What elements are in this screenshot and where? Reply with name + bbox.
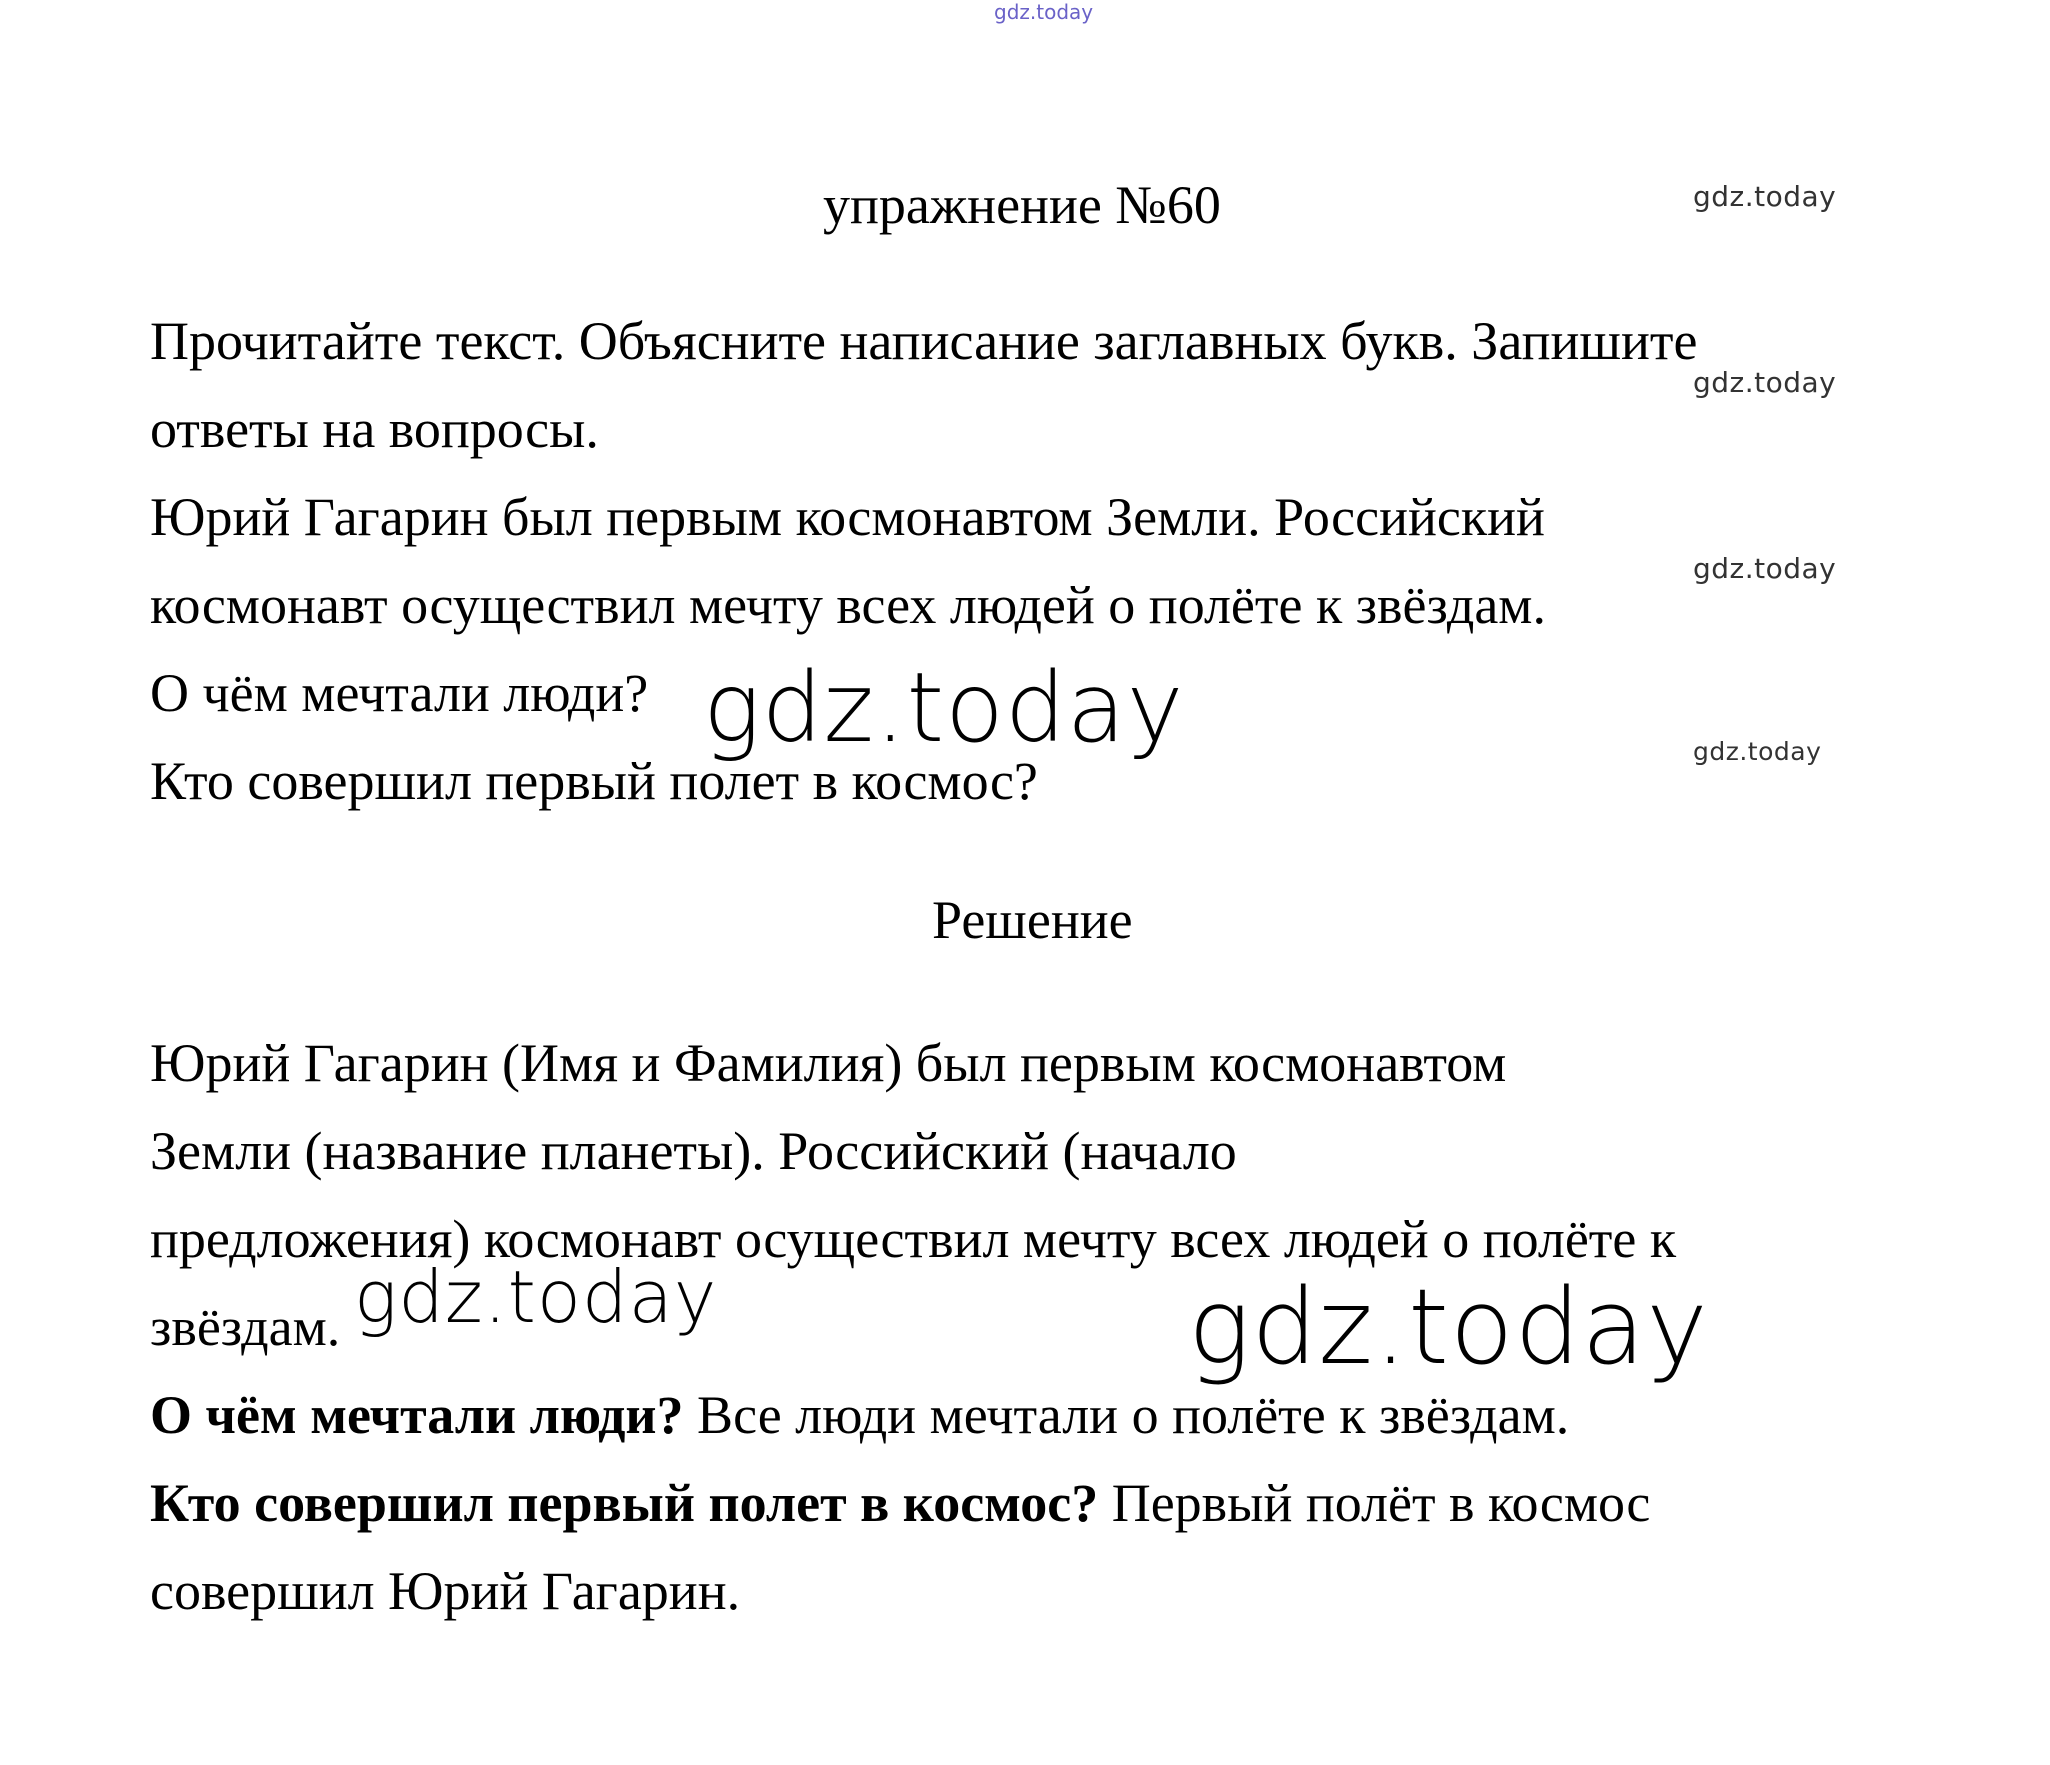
qa-answer: Первый полёт в космос <box>1098 1473 1651 1533</box>
qa-question: О чём мечтали люди? <box>150 1385 684 1445</box>
watermark-small: gdz.today <box>1693 180 1837 213</box>
watermark-small: gdz.today <box>1693 366 1837 399</box>
qa-answer: Все люди мечтали о полёте к звёздам. <box>683 1385 1570 1445</box>
solution-line: Земли (название планеты). Российский (начало <box>150 1121 1237 1181</box>
top-watermark: gdz.today <box>994 0 1094 24</box>
task-line: О чём мечтали люди? <box>150 663 649 723</box>
watermark-small: gdz.today <box>1693 737 1822 766</box>
solution-line: Юрий Гагарин (Имя и Фамилия) был первым космонавтом <box>150 1033 1507 1093</box>
solution-heading: Решение <box>932 890 1133 950</box>
watermark-large: gdz.today <box>1188 1266 1709 1388</box>
watermark-small: gdz.today <box>1693 552 1837 585</box>
watermark-large: gdz.today <box>354 1255 718 1339</box>
task-line: Кто совершил первый полет в космос? <box>150 751 1038 811</box>
task-line: космонавт осуществил мечту всех людей о полёте к звёздам. <box>150 575 1546 635</box>
solution-line: предложения) космонавт осуществил мечту всех людей о полёте к <box>150 1209 1677 1269</box>
exercise-title: упражнение №60 <box>823 175 1221 235</box>
watermark-large: gdz.today <box>703 652 1185 764</box>
solution-line: совершил Юрий Гагарин. <box>150 1561 741 1621</box>
task-line: ответы на вопросы. <box>150 399 599 459</box>
qa-line <box>150 1385 1570 1445</box>
qa-question: Кто совершил первый полет в космос? <box>150 1473 1099 1533</box>
solution-line: звёздам. <box>150 1297 341 1357</box>
task-line: Прочитайте текст. Объясните написание заглавных букв. Запишите <box>150 311 1698 371</box>
qa-line <box>150 1473 1651 1533</box>
task-line: Юрий Гагарин был первым космонавтом Земли. Российский <box>150 487 1545 547</box>
